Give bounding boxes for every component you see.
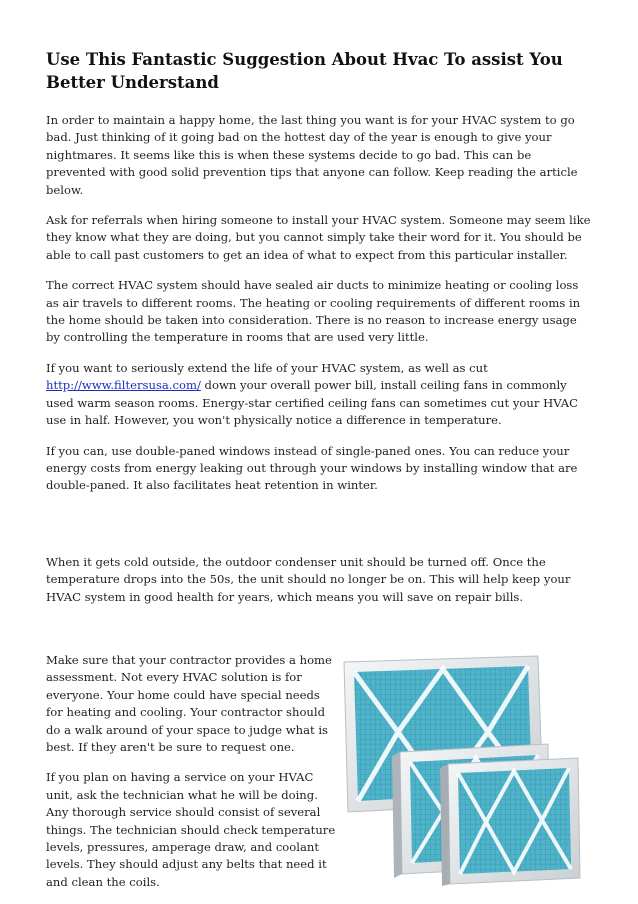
paragraph-text: If you want to seriously extend the life of your HVAC system, as well as cut <box>46 360 488 375</box>
spacer <box>46 619 594 652</box>
article <box>46 48 594 904</box>
paragraph-referrals: Ask for referrals when hiring someone to install your HVAC system. Someone may seem like they know what they are doing, but you cannot simply take their word for it. You should be able to call past customers to get an idea of what to expect from this particular installer. <box>46 213 591 262</box>
page-title: Use This Fantastic Suggestion About Hvac To assist You Better Understand <box>46 50 563 92</box>
paragraph-condenser: When it gets cold outside, the outdoor condenser unit should be turned off. Once the temperature drops into the 50s, the unit should no longer be on. This will help keep your HVAC system in good health for years, which means you will save on repair bills. <box>46 554 571 604</box>
image-text-block <box>46 652 594 891</box>
paragraph-service: If you plan on having a service on your HVAC unit, ask the technician what he will be doing. Any thorough service should consist of several things. The technician should check temperature levels, pressures, amperage draw, and coolant levels. They should adjust any belts that need it and clean the coils. <box>46 770 336 889</box>
paragraph-windows: If you can, use double-paned windows instead of single-paned ones. You can reduce your energy costs from energy leaking out through your windows by installing window that are double-paned. It also facilitates heat retention in winter. <box>46 443 578 493</box>
paragraph-text: down your overall power bill, install ceiling fans in commonly used warm season rooms. Energy-star certified ceiling fans can sometimes cut your HVAC use in half. However, you won't physically notice a difference in temperature. <box>46 378 579 428</box>
spacer <box>46 508 594 554</box>
paragraph-intro: In order to maintain a happy home, the last thing you want is for your HVAC system to go bad. Just thinking of it going bad on the hottest day of the year is enough to give your nightmares. It seems like this is when these systems decide to go bad. This can be prevented with good solid prevention tips that anyone can follow. Keep reading the article below. <box>46 113 578 197</box>
small-filter <box>440 758 580 886</box>
paragraph-assessment: Make sure that your contractor provides a home assessment. Not every HVAC solution is for everyone. Your home could have special needs for heating and cooling. Your contractor should do a walk around of your space to judge what is best. If they aren't be sure to request one. <box>46 652 332 754</box>
paragraph-ceiling-fans <box>46 360 594 430</box>
paragraph-air-ducts: The correct HVAC system should have sealed air ducts to minimize heating or cooling loss as air travels to different rooms. The heating or cooling requirements of different rooms in the home should be taken into consideration. There is no reason to increase energy usage by controlling the temperature in rooms that are used very little. <box>46 278 581 345</box>
air-filter-photo <box>338 652 596 888</box>
filtersusa-link[interactable]: http://www.filtersusa.com/ <box>46 378 201 393</box>
